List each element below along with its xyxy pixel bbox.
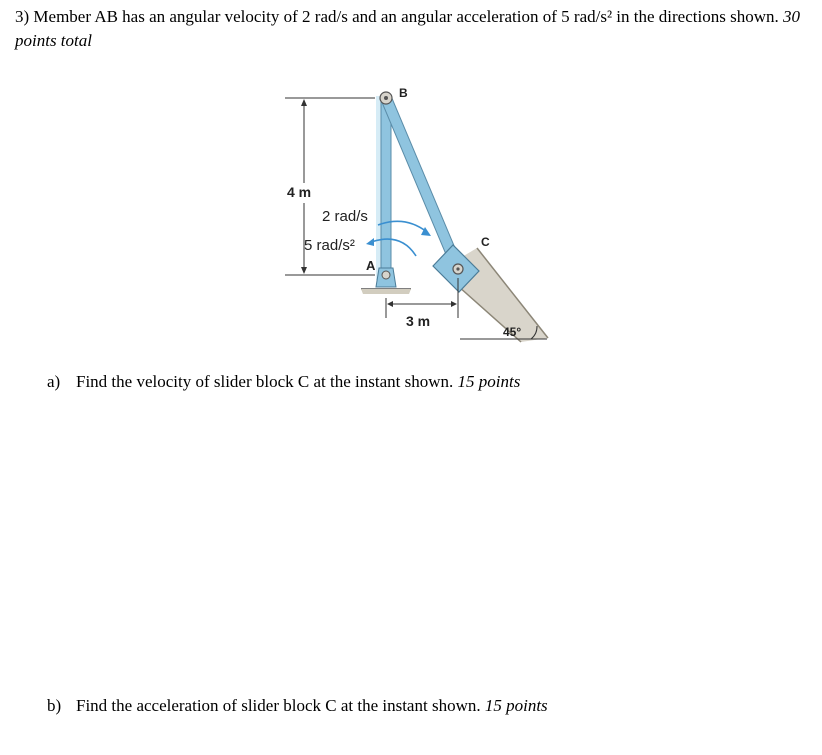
label-angle: 45° — [503, 325, 522, 339]
label-c: C — [481, 235, 490, 249]
dim3-arrow-right — [451, 301, 457, 307]
dim-arrow-up — [301, 99, 307, 106]
label-b: B — [399, 86, 408, 100]
alpha-arrowhead — [366, 238, 374, 246]
part-b — [47, 695, 548, 717]
ground-hatch — [361, 289, 411, 294]
label-width: 3 m — [406, 313, 431, 329]
label-height: 4 m — [287, 184, 312, 200]
part-a-marker: a) — [47, 372, 61, 391]
problem-points: 30 points total — [15, 7, 800, 50]
label-omega: 2 rad/s — [322, 208, 368, 225]
mechanism-figure — [275, 80, 555, 345]
part-a — [47, 371, 520, 393]
part-a-points: 15 points — [457, 372, 521, 391]
label-alpha: 5 rad/s² — [304, 237, 355, 254]
member-bc-edge-right — [391, 96, 463, 267]
pin-b-center — [384, 96, 388, 100]
part-b-text: Find the acceleration of slider block C at the instant shown. — [76, 696, 481, 715]
mechanism-diagram — [275, 80, 555, 345]
member-bc[interactable] — [386, 98, 458, 269]
problem-text: 3) Member AB has an angular velocity of 2 rad/s and an angular acceleration of 5 rad/s² in the directions shown. — [15, 7, 779, 26]
part-b-marker: b) — [47, 696, 62, 715]
problem-statement — [15, 5, 810, 53]
member-bc-edge-left — [381, 100, 453, 271]
pin-c-center — [456, 267, 459, 270]
part-b-points: 15 points — [484, 696, 548, 715]
label-a: A — [366, 258, 376, 273]
dim-arrow-down — [301, 267, 307, 274]
part-a-text: Find the velocity of slider block C at the instant shown. — [76, 372, 454, 391]
pin-a — [382, 271, 390, 279]
dim3-arrow-left — [387, 301, 393, 307]
